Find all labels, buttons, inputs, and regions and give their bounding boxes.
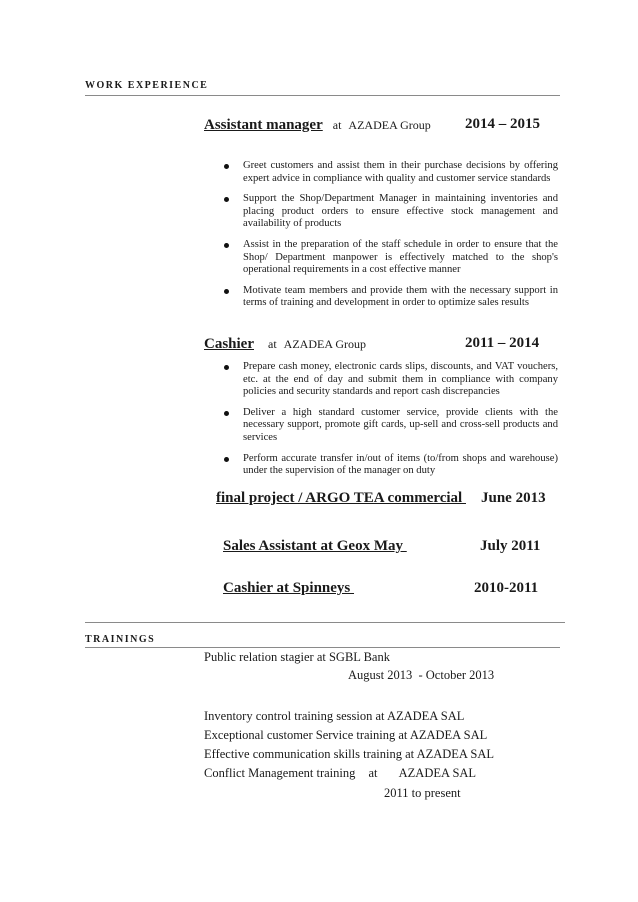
role-years: June 2013 [481, 490, 546, 506]
stagier-line: Public relation stagier at SGBL Bank [204, 650, 390, 664]
job-company: AZADEA Group [348, 118, 431, 132]
work-experience-divider [85, 95, 560, 96]
list-item: Greet customers and assist them in their purchase decisions by offering expert advice in compliance with quality and customer service standards [221, 160, 558, 185]
job-title: Cashier [204, 336, 254, 352]
conflict-at: at [368, 766, 378, 780]
trainings-heading: TRAININGS [85, 634, 156, 645]
job-company: AZADEA Group [283, 337, 366, 351]
role-years: 2010-2011 [474, 580, 539, 596]
conflict-label: Conflict Management training [204, 766, 356, 780]
list-item: Prepare cash money, electronic cards slips, discounts, and VAT vouchers, etc. at the end of day and submit them in compliance with company policies and security standards and report cash discrepancies [221, 361, 558, 399]
list-item: Motivate team members and provide them with the necessary support in terms of training and development in order to optimize sales results [221, 285, 558, 310]
training-item: Inventory control training session at AZADEA SAL [204, 709, 465, 723]
stagier-dates: August 2013 - October 2013 [348, 668, 495, 682]
job-years: 2011 – 2014 [465, 335, 540, 351]
training-item: Effective communication skills training at AZADEA SAL [204, 747, 494, 761]
role-title: Sales Assistant at Geox May [223, 538, 407, 554]
role-title: final project / ARGO TEA commercial [216, 490, 466, 506]
job-at: at [332, 118, 342, 132]
role-years: July 2011 [480, 538, 541, 554]
job-years: 2014 – 2015 [465, 116, 540, 132]
conflict-dates: 2011 to present [384, 786, 461, 800]
trainings-divider [85, 647, 560, 648]
work-experience-heading: WORK EXPERIENCE [85, 80, 209, 91]
training-item: Exceptional customer Service training at AZADEA SAL [204, 728, 488, 742]
role-title: Cashier at Spinneys [223, 580, 355, 596]
trainings-top-divider [85, 622, 565, 623]
job-header-cashier [204, 335, 464, 353]
conflict-company: AZADEA SAL [398, 766, 477, 780]
training-item-conflict [204, 766, 476, 781]
duties-list-assistant-manager [221, 160, 558, 318]
list-item: Assist in the preparation of the staff schedule in order to ensure that the Shop/ Department manpower is effectively matched to the shop's operational requirements in a cost effective manner [221, 239, 558, 277]
duties-list-cashier [221, 361, 558, 486]
job-at: at [268, 337, 277, 351]
list-item: Support the Shop/Department Manager in maintaining inventories and placing product orders to ensure effective stock management and availability of products [221, 193, 558, 231]
job-title: Assistant manager [204, 117, 323, 133]
list-item: Deliver a high standard customer service, provide clients with the necessary support, promote gift cards, up-sell and cross-sell products and services [221, 407, 558, 445]
list-item: Perform accurate transfer in/out of items (to/from shops and warehouse) under the supervision of the manager on duty [221, 453, 558, 478]
